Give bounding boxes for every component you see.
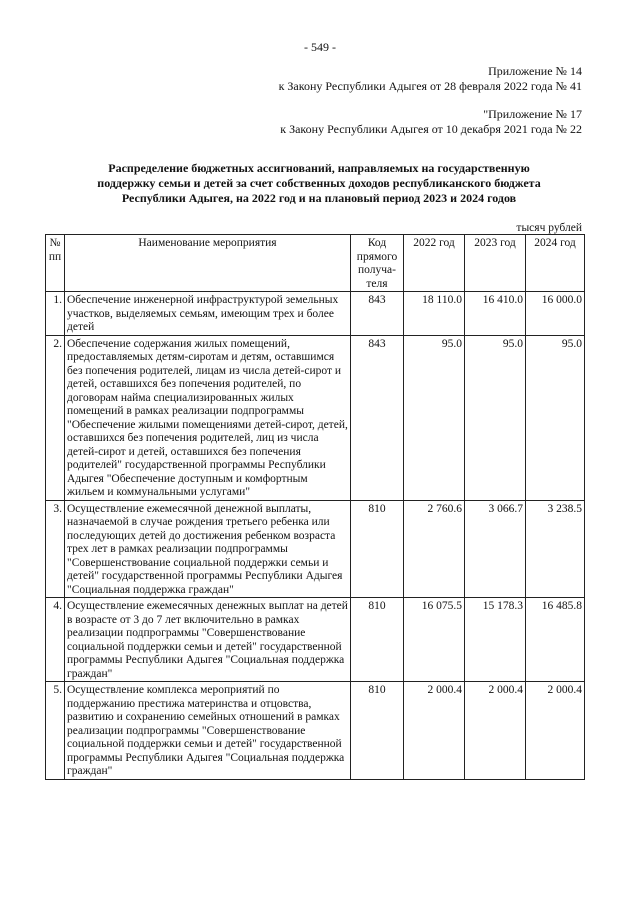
row-2024: 95.0 [526, 335, 585, 500]
row-2024: 2 000.4 [526, 682, 585, 780]
annex-line-1: Приложение № 14 [488, 64, 582, 78]
title-line-1: Распределение бюджетных ассигнований, направляемых на государственную [108, 161, 530, 175]
row-num: 5. [46, 682, 65, 780]
row-2022: 16 075.5 [404, 598, 465, 682]
table-row [46, 682, 585, 780]
row-2024: 3 238.5 [526, 500, 585, 598]
annex-line-4: к Закону Республики Адыгея от 10 декабря 2021 года № 22 [280, 122, 582, 136]
row-2023: 3 066.7 [465, 500, 526, 598]
page-number: - 549 - [304, 40, 336, 54]
table-row [46, 500, 585, 598]
budget-table [45, 234, 585, 780]
row-num: 1. [46, 292, 65, 336]
row-name: Обеспечение содержания жилых помещений, предоставляемых детям-сиротам и детям, оставшимся без попечения родителей, лицам из числа детей-сирот и детей, оставшихся без попечения родителей, по договорам найма специализированных жилых помещений в рамках реализации подпрограммы "Обеспечение жилыми помещениями детей-сирот, детей, оставшихся без попечения родителей, лиц из числа детей-сирот и детей, оставшихся без попечения родителей" государственной программы Республики Адыгея "Обеспечение доступным и комфортным жильем и коммунальными услугами" [65, 335, 351, 500]
row-num: 2. [46, 335, 65, 500]
document-title [40, 161, 598, 206]
header-2022: 2022 год [404, 235, 465, 292]
row-2023: 95.0 [465, 335, 526, 500]
header-num: № пп [46, 235, 65, 292]
table-header-row [46, 235, 585, 292]
row-2024: 16 000.0 [526, 292, 585, 336]
row-code: 843 [351, 292, 404, 336]
row-code: 843 [351, 335, 404, 500]
row-2023: 15 178.3 [465, 598, 526, 682]
row-code: 810 [351, 500, 404, 598]
units-label: тысяч рублей [516, 222, 582, 234]
row-2022: 2 760.6 [404, 500, 465, 598]
row-name: Осуществление ежемесячной денежной выплаты, назначаемой в случае рождения третьего ребенка или последующих детей до достижения ребенком возраста трех лет в рамках реализации подпрограммы "Совершенствование социальной поддержки семьи и детей" государственной программы Республики Адыгея "Социальная поддержка граждан" [65, 500, 351, 598]
header-code: Код прямого получа-теля [351, 235, 404, 292]
row-2024: 16 485.8 [526, 598, 585, 682]
title-line-2: поддержку семьи и детей за счет собственных доходов республиканского бюджета [97, 176, 541, 190]
annex-line-2: к Закону Республики Адыгея от 28 февраля 2022 года № 41 [278, 79, 582, 93]
title-line-3: Республики Адыгея, на 2022 год и на плановый период 2023 и 2024 годов [121, 191, 517, 205]
row-code: 810 [351, 598, 404, 682]
row-name: Обеспечение инженерной инфраструктурой земельных участков, выделяемых семьям, имеющим трех и более детей [65, 292, 351, 336]
row-num: 4. [46, 598, 65, 682]
row-code: 810 [351, 682, 404, 780]
row-num: 3. [46, 500, 65, 598]
header-2024: 2024 год [526, 235, 585, 292]
table-row [46, 335, 585, 500]
row-2022: 2 000.4 [404, 682, 465, 780]
row-name: Осуществление комплекса мероприятий по поддержанию престижа материнства и отцовства, развитию и сохранению семейных отношений в рамках реализации подпрограммы "Совершенствование социальной поддержки семьи и детей" государственной программы Республики Адыгея "Социальная поддержка граждан" [65, 682, 351, 780]
annex-block [279, 64, 582, 94]
table-row [46, 598, 585, 682]
annex-block-previous [280, 107, 582, 137]
annex-line-3: "Приложение № 17 [483, 107, 582, 121]
header-name: Наименование мероприятия [65, 235, 351, 292]
row-2022: 95.0 [404, 335, 465, 500]
row-2022: 18 110.0 [404, 292, 465, 336]
table-row [46, 292, 585, 336]
row-name: Осуществление ежемесячных денежных выплат на детей в возрасте от 3 до 7 лет включительно в рамках реализации подпрограммы "Совершенствование социальной поддержки семьи и детей" государственной программы Республики Адыгея "Социальная поддержка граждан" [65, 598, 351, 682]
row-2023: 2 000.4 [465, 682, 526, 780]
header-2023: 2023 год [465, 235, 526, 292]
row-2023: 16 410.0 [465, 292, 526, 336]
